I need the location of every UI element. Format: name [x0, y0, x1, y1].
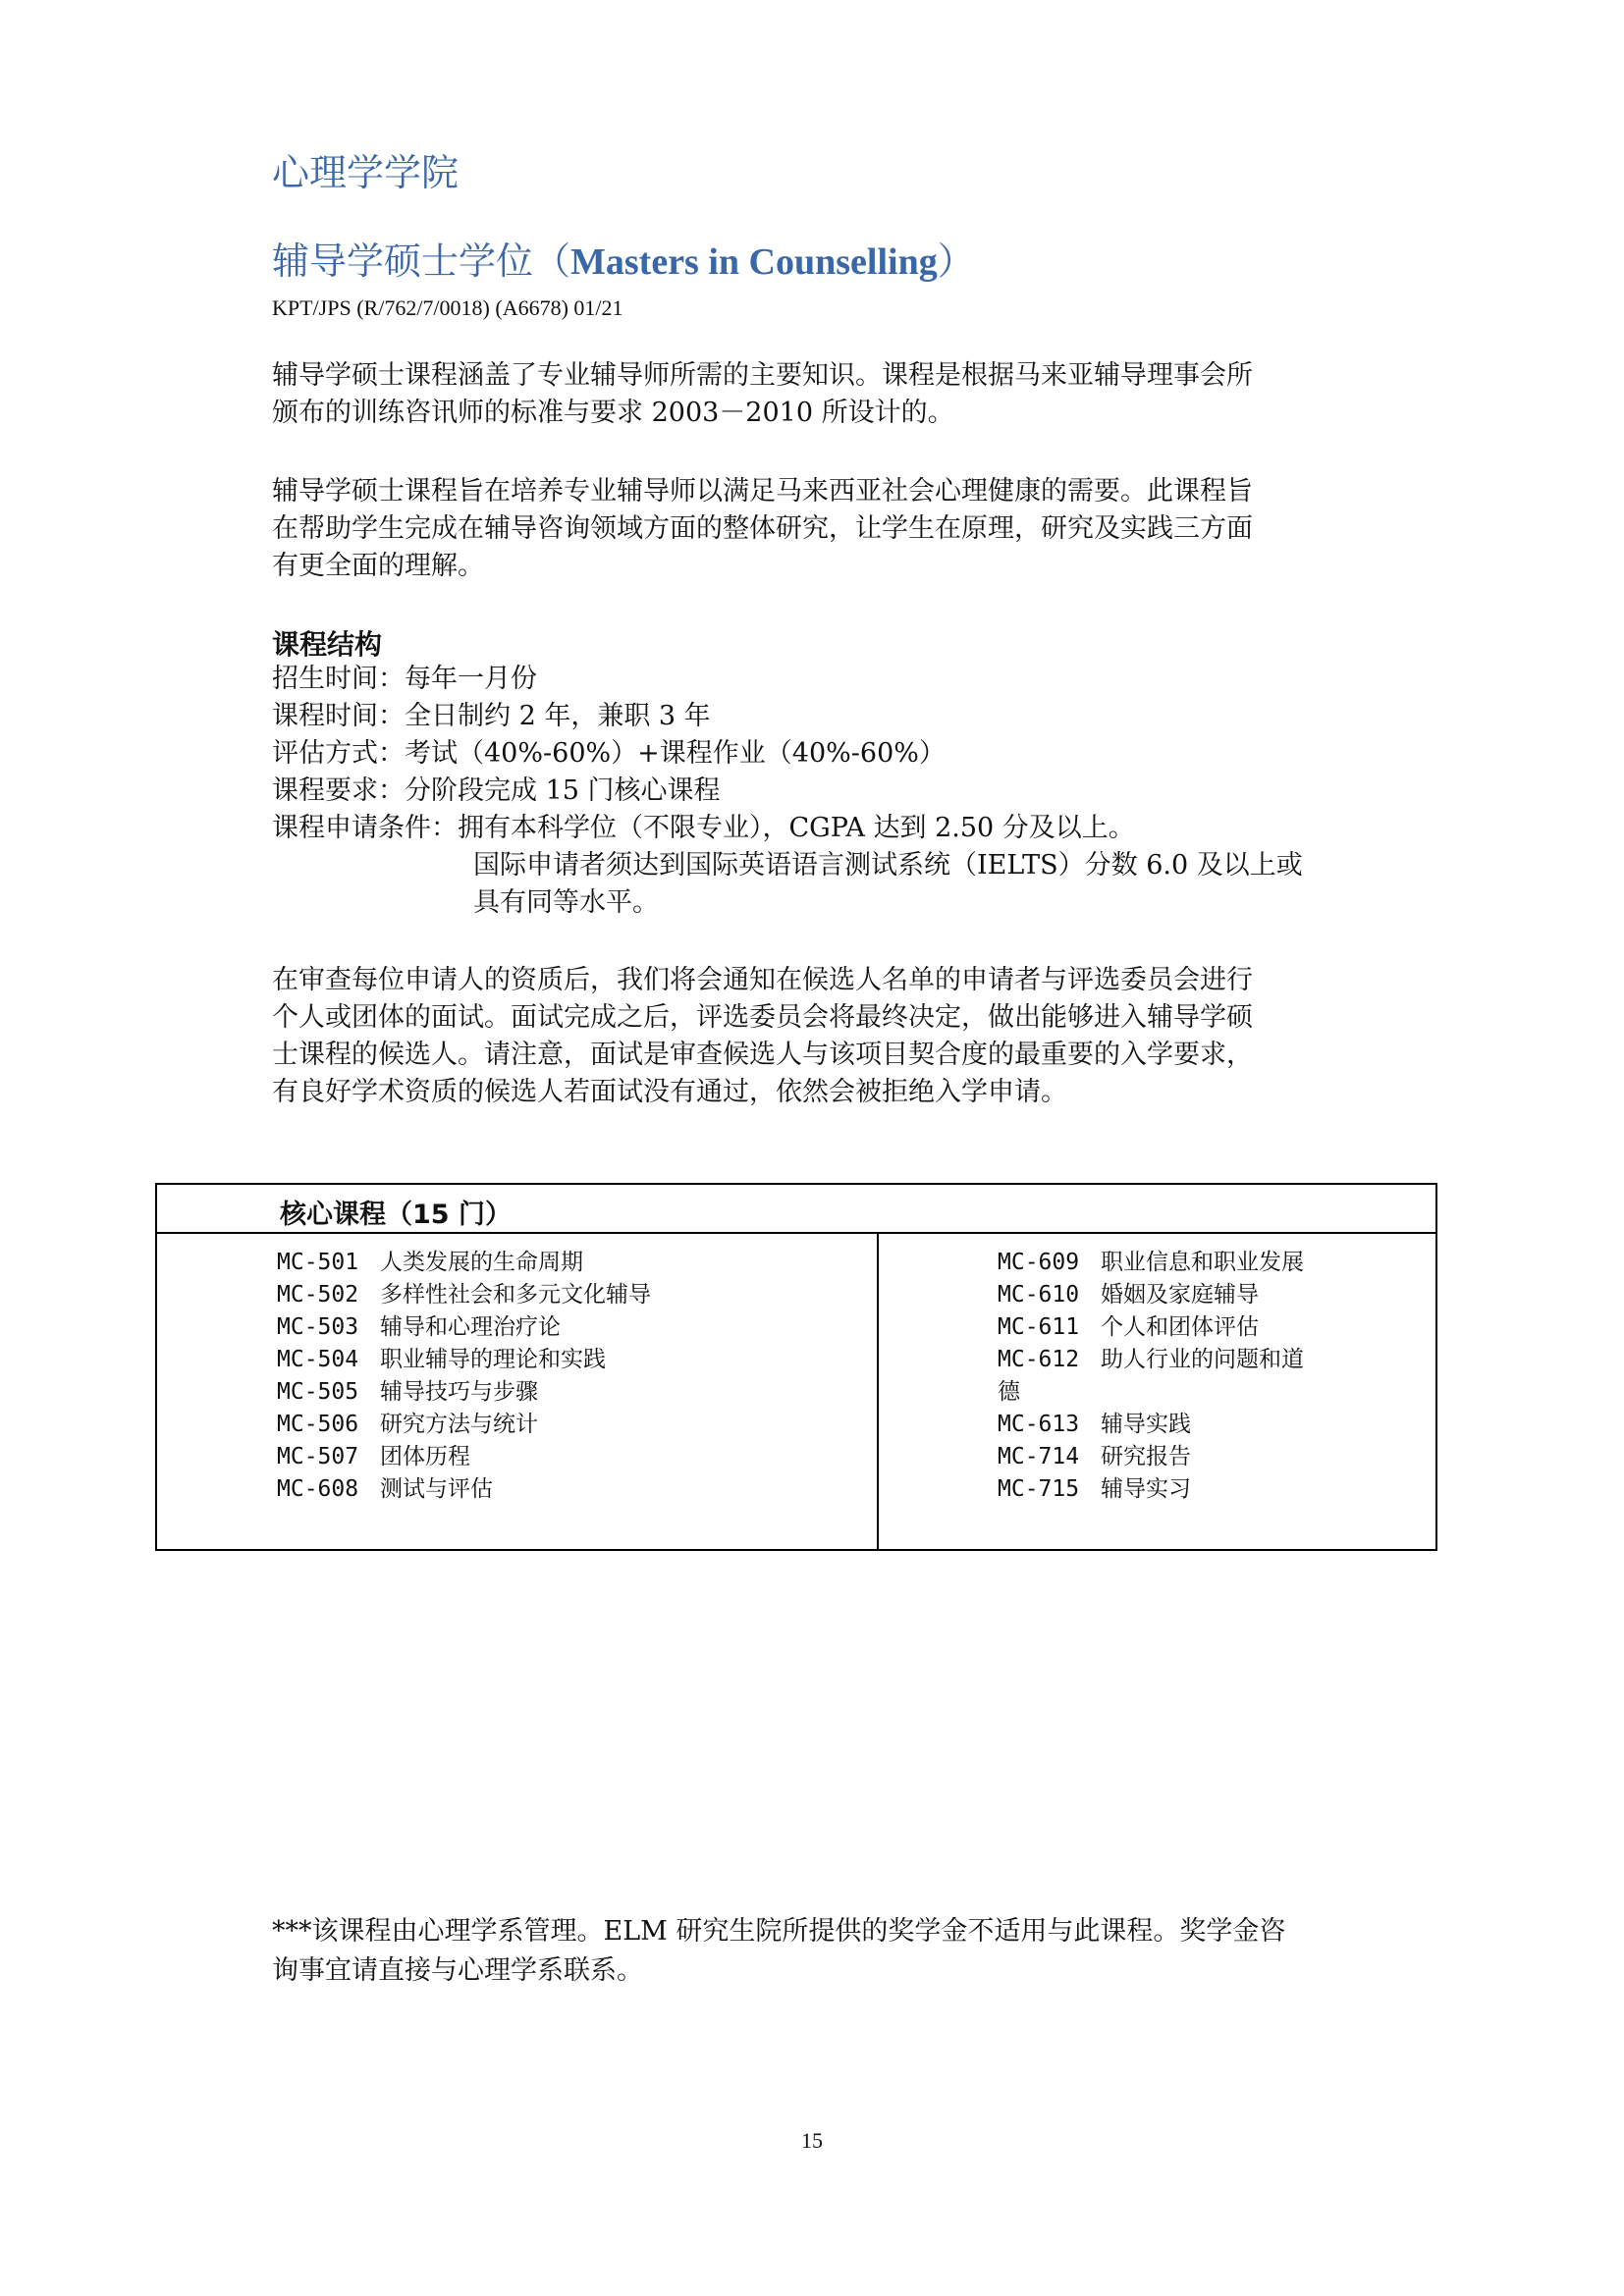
core-courses-table	[155, 1183, 1437, 1551]
course-row	[277, 1279, 651, 1311]
intro-paragraph-1	[272, 357, 1362, 432]
course-name: 辅导实践	[1101, 1412, 1191, 1437]
course-row	[998, 1344, 1304, 1376]
course-name: 个人和团体评估	[1101, 1314, 1259, 1340]
course-row	[277, 1376, 651, 1409]
course-code: MC-503	[277, 1314, 359, 1340]
program-title-close: ）	[937, 240, 975, 283]
core-courses-header	[157, 1185, 1435, 1234]
structure-row: 评估方式：考试（40%-60%）+课程作业（40%-60%）	[272, 738, 946, 769]
course-row	[277, 1441, 651, 1473]
course-row	[998, 1247, 1304, 1279]
course-name: 研究方法与统计	[380, 1412, 538, 1437]
course-code: MC-714	[998, 1444, 1080, 1469]
course-name: 人类发展的生命周期	[380, 1250, 583, 1275]
course-row	[277, 1311, 651, 1344]
program-title	[272, 240, 975, 286]
scholarship-note	[272, 1912, 1372, 1991]
course-name: 辅导和心理治疗论	[380, 1314, 561, 1340]
core-courses-left-column	[277, 1247, 651, 1506]
text-line: 颁布的训练咨讯师的标准与要求 2003－2010 所设计的。	[272, 398, 954, 428]
text-line: ***该课程由心理学系管理。ELM 研究生院所提供的奖学金不适用与此课程。奖学金咨	[272, 1916, 1286, 1947]
course-name: 婚姻及家庭辅导	[1101, 1282, 1259, 1308]
course-row-continuation	[998, 1376, 1304, 1409]
column-divider	[877, 1234, 879, 1549]
course-row	[998, 1473, 1304, 1506]
program-title-en: Masters in Counselling	[570, 241, 938, 283]
intro-paragraph-2	[272, 473, 1362, 585]
structure-row: 招生时间：每年一月份	[272, 664, 537, 694]
course-code: MC-502	[277, 1282, 359, 1308]
course-row	[277, 1344, 651, 1376]
structure-indent-line: 具有同等水平。	[473, 887, 659, 918]
course-code: MC-506	[277, 1412, 359, 1437]
course-row	[277, 1247, 651, 1279]
text-line: 在帮助学生完成在辅导咨询领域方面的整体研究，让学生在原理，研究及实践三方面	[272, 513, 1253, 544]
course-row	[998, 1311, 1304, 1344]
course-code: MC-715	[998, 1476, 1080, 1502]
course-code: MC-504	[277, 1347, 359, 1372]
course-name: 团体历程	[380, 1444, 470, 1469]
structure-row: 课程时间：全日制约 2 年，兼职 3 年	[272, 701, 711, 731]
text-line: 士课程的候选人。请注意，面试是审查候选人与该项目契合度的最重要的入学要求，	[272, 1040, 1253, 1070]
course-name: 德	[998, 1379, 1020, 1405]
faculty-title: 心理学学院	[272, 151, 460, 194]
interview-paragraph	[272, 962, 1362, 1111]
course-code: MC-501	[277, 1250, 359, 1275]
structure-row: 课程申请条件：拥有本科学位（不限专业），CGPA 达到 2.50 分及以上。	[272, 813, 1135, 843]
structure-title: 课程结构	[272, 628, 383, 661]
course-code: MC-613	[998, 1412, 1080, 1437]
course-name: 研究报告	[1101, 1444, 1191, 1469]
text-line: 在审查每位申请人的资质后，我们将会通知在候选人名单的申请者与评选委员会进行	[272, 965, 1253, 995]
course-name: 辅导技巧与步骤	[380, 1379, 538, 1405]
structure-row: 课程要求：分阶段完成 15 门核心课程	[272, 775, 721, 806]
course-name: 职业辅导的理论和实践	[380, 1347, 606, 1372]
course-name: 助人行业的问题和道	[1101, 1347, 1304, 1372]
course-name: 多样性社会和多元文化辅导	[380, 1282, 651, 1308]
course-code: MC-505	[277, 1379, 359, 1405]
core-courses-right-column	[998, 1247, 1304, 1506]
course-code: MC-609	[998, 1250, 1080, 1275]
text-line: 有良好学术资质的候选人若面试没有通过，依然会被拒绝入学申请。	[272, 1077, 1067, 1107]
course-row	[998, 1409, 1304, 1441]
course-code: MC-610	[998, 1282, 1080, 1308]
course-code: MC-612	[998, 1347, 1080, 1372]
course-code: MC-608	[277, 1476, 359, 1502]
text-line: 询事宜请直接与心理学系联系。	[272, 1955, 643, 1986]
core-courses-title: 核心课程（15 门）	[280, 1200, 512, 1230]
course-row	[277, 1409, 651, 1441]
course-code: MC-507	[277, 1444, 359, 1469]
text-line: 辅导学硕士课程旨在培养专业辅导师以满足马来西亚社会心理健康的需要。此课程旨	[272, 476, 1253, 507]
structure-indent-line: 国际申请者须达到国际英语语言测试系统（IELTS）分数 6.0 及以上或	[473, 850, 1303, 881]
course-name: 职业信息和职业发展	[1101, 1250, 1304, 1275]
course-name: 辅导实习	[1101, 1476, 1191, 1502]
page-number: 15	[801, 2128, 823, 2153]
program-title-cn: 辅导学硕士学位（	[272, 240, 571, 283]
text-line: 辅导学硕士课程涵盖了专业辅导师所需的主要知识。课程是根据马来亚辅导理事会所	[272, 360, 1253, 391]
text-line: 个人或团体的面试。面试完成之后，评选委员会将最终决定，做出能够进入辅导学硕	[272, 1002, 1253, 1033]
text-line: 有更全面的理解。	[272, 551, 484, 581]
course-row	[277, 1473, 651, 1506]
course-code: MC-611	[998, 1314, 1080, 1340]
program-code: KPT/JPS (R/762/7/0018) (A6678) 01/21	[272, 295, 623, 320]
course-row	[998, 1279, 1304, 1311]
course-row	[998, 1441, 1304, 1473]
course-name: 测试与评估	[380, 1476, 493, 1502]
